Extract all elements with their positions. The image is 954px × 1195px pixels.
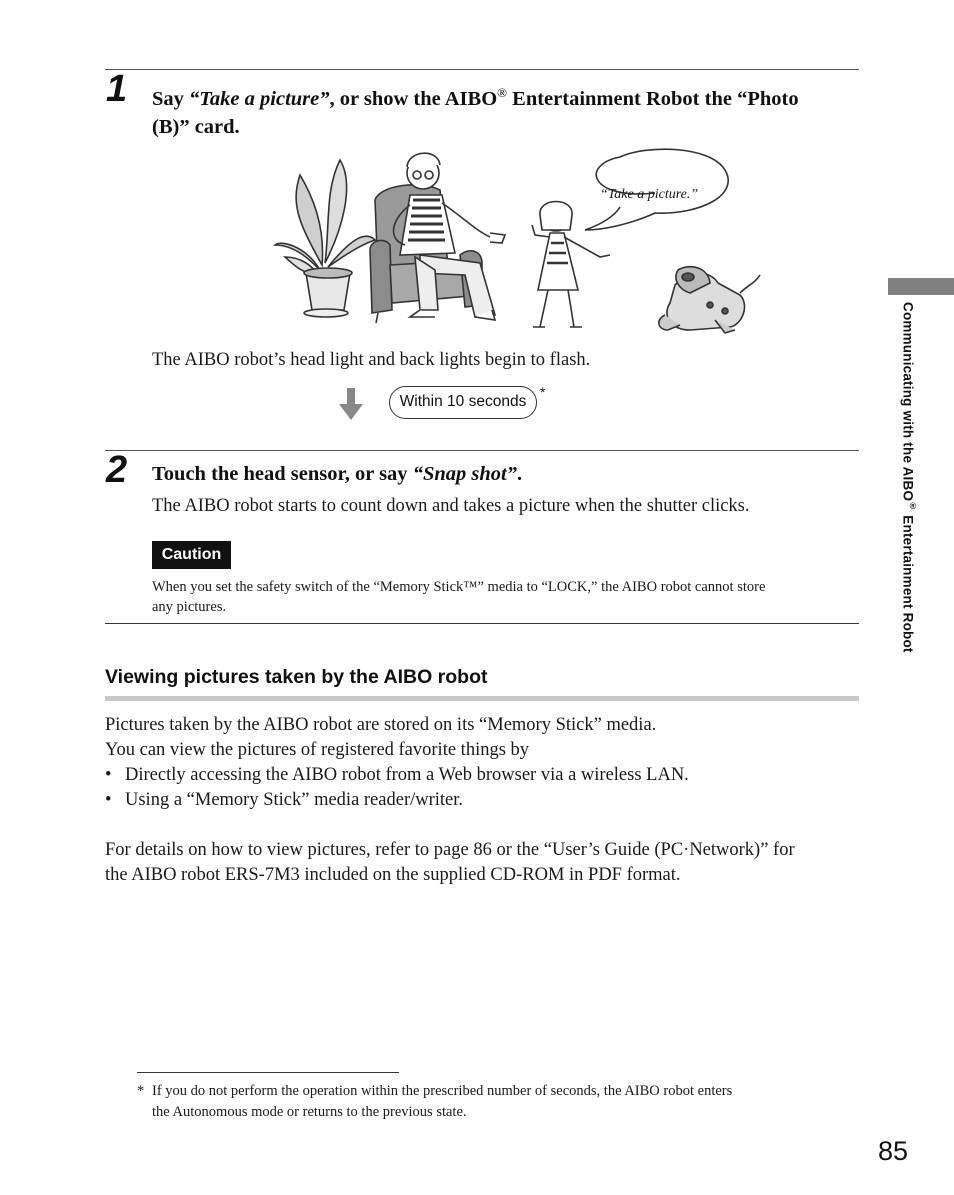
caution-text-line2: any pictures. <box>152 599 227 615</box>
within-seconds-badge: Within 10 seconds <box>389 386 537 419</box>
step-1-title: Say “Take a picture”, or show the AIBO® Entertainment Robot the “Photo (B)” card. <box>152 85 799 138</box>
footnote-rule <box>137 1072 399 1073</box>
section-para2-line2: the AIBO robot ERS-7M3 included on the supplied CD-ROM in PDF format. <box>105 865 681 885</box>
step-1-result: The AIBO robot’s head light and back lights begin to flash. <box>152 350 591 370</box>
step-divider <box>105 450 859 451</box>
girl-illustration <box>532 202 610 328</box>
section-heading: Viewing pictures taken by the AIBO robot <box>105 666 488 688</box>
step-2-number: 2 <box>106 449 128 491</box>
chapter-tab <box>888 278 954 295</box>
section-para1-line2: You can view the pictures of registered favorite things by <box>105 740 530 760</box>
aibo-robot-illustration <box>659 267 760 333</box>
chapter-title-vertical: Communicating with the AIBO® Entertainment Robot <box>900 302 918 653</box>
step-1-number: 1 <box>106 68 128 110</box>
bullet-dot: • <box>105 765 112 785</box>
section-para1-line1: Pictures taken by the AIBO robot are stored on its “Memory Stick” media. <box>105 715 657 735</box>
footnote-marker: * <box>137 1083 145 1099</box>
bullet-dot: • <box>105 790 112 810</box>
caution-bottom-rule <box>105 623 859 624</box>
section-para2-line1: For details on how to view pictures, refer to page 86 or the “User’s Guide (PC·Network)” for <box>105 840 795 860</box>
step-2-result: The AIBO robot starts to count down and takes a picture when the shutter clicks. <box>152 496 750 516</box>
within-asterisk: * <box>540 384 546 400</box>
plant-illustration <box>275 160 375 317</box>
caution-text-line1: When you set the safety switch of the “Memory Stick™” media to “LOCK,” the AIBO robot cannot store <box>152 579 766 595</box>
top-rule <box>105 69 859 70</box>
footnote-line2: the Autonomous mode or returns to the previous state. <box>152 1104 467 1120</box>
list-item-text: Using a “Memory Stick” media reader/writer. <box>125 790 464 810</box>
step-2-title: Touch the head sensor, or say “Snap shot”. <box>152 463 523 485</box>
down-arrow-icon <box>338 386 364 422</box>
speech-text: “Take a picture.” <box>600 187 699 202</box>
footnote-line1: If you do not perform the operation within the prescribed number of seconds, the AIBO robot enters <box>152 1083 733 1099</box>
illustration <box>270 145 770 340</box>
page-number: 85 <box>878 1136 909 1166</box>
section-heading-bar <box>105 696 859 701</box>
caution-label: Caution <box>152 541 231 569</box>
list-item-text: Directly accessing the AIBO robot from a Web browser via a wireless LAN. <box>125 765 689 785</box>
